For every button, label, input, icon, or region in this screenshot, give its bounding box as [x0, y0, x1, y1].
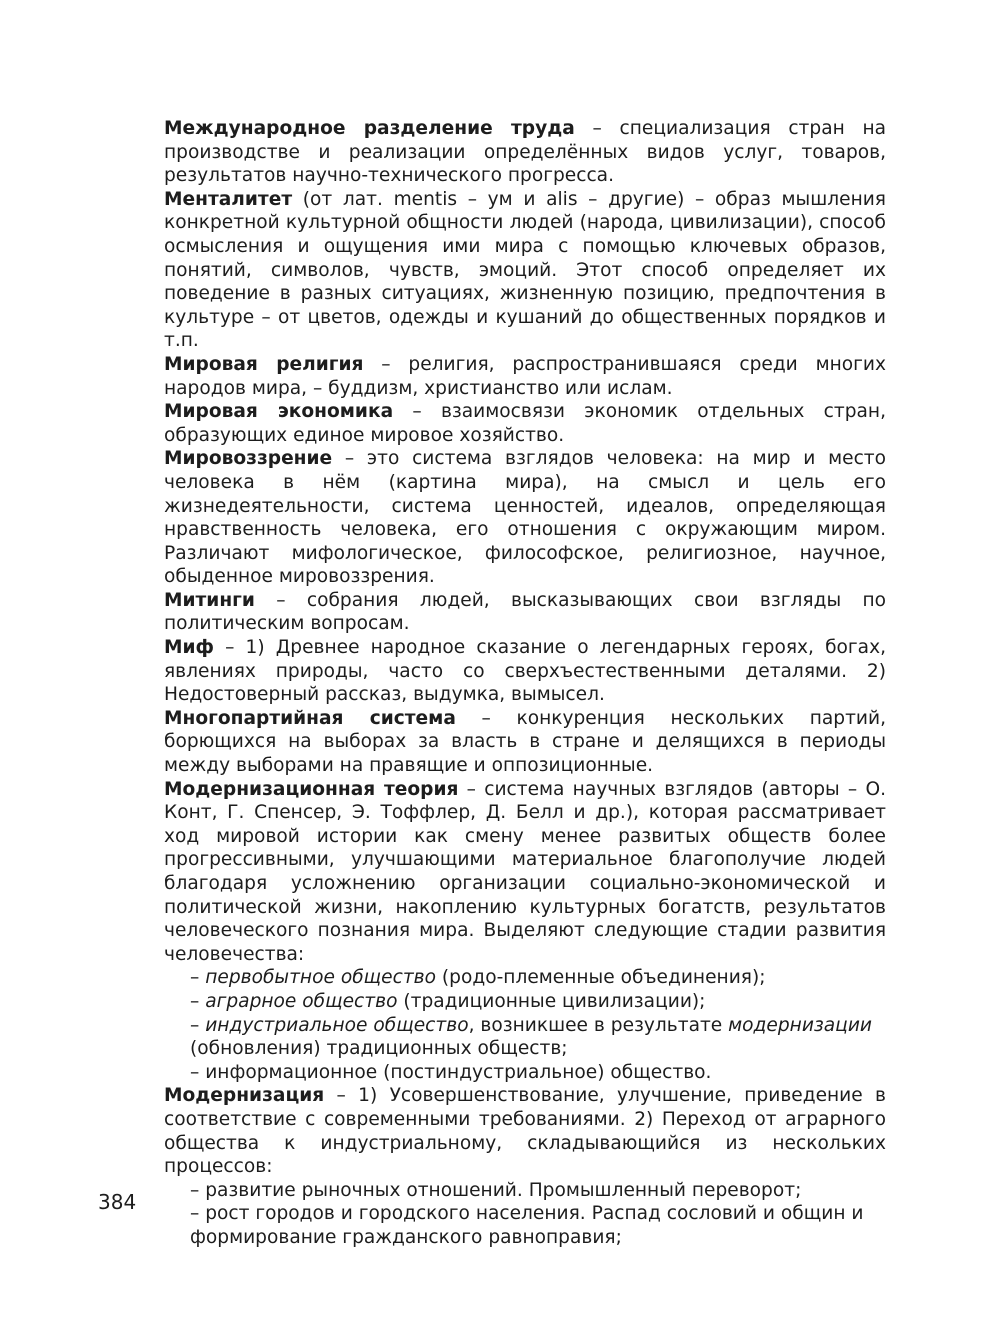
- stage-item-primitive: [164, 966, 886, 990]
- entry-term: Мировая религия: [164, 353, 364, 375]
- stage-item-agrarian: [164, 990, 886, 1014]
- page-number: 384: [98, 1190, 137, 1214]
- entry-definition: – 1) Древнее народное сказание о легендарных героях, богах, явлениях природы, часто со сверхъестественными деталями. 2) Недостоверный рассказ, выдумка, вымысел.: [164, 637, 886, 706]
- entry-definition: – религия, распространившаяся среди многих народов мира, – буддизм, христианство или ислам.: [164, 353, 886, 399]
- entry-international-division-of-labor: [164, 117, 886, 188]
- stage-description: информационное (постиндустриальное) общество.: [205, 1061, 712, 1083]
- item-dash: –: [190, 1061, 206, 1083]
- stage-name: индустриальное общество: [205, 1014, 469, 1036]
- entry-definition: (от лат. mentis – ум и alis – другие) – образ мышления конкретной культурной общности людей (народа, цивилизации), способ осмысления и ощущения ими мира с помощью ключевых образов, понятий, символов, чувств, эмоций. Этот способ определяет их поведение в разных ситуациях, жизненную позицию, предпочтения в культуре – от цветов, одежды и кушаний до общественных порядков и т.п.: [164, 188, 886, 352]
- stage-description: (традиционные цивилизации);: [397, 990, 706, 1012]
- entry-definition: – взаимосвязи экономик отдельных стран, образующих единое мировое хозяйство.: [164, 401, 886, 446]
- entry-mentality: [164, 188, 886, 353]
- entry-term: Мировоззрение: [164, 448, 333, 470]
- entry-term: Модернизационная теория: [164, 778, 459, 800]
- entry-term: Многопартийная система: [164, 707, 456, 729]
- entry-term: Митинги: [164, 589, 255, 611]
- stage-description-cont: (обновления) традиционных обществ;: [190, 1038, 568, 1060]
- entry-modernization: [164, 1084, 886, 1178]
- glossary-column: [164, 117, 886, 1250]
- stage-item-information: [164, 1061, 886, 1085]
- entry-term: Миф: [164, 637, 214, 659]
- entry-myth: [164, 636, 886, 707]
- entry-modernization-theory: [164, 778, 886, 967]
- entry-term: Модернизация: [164, 1085, 325, 1107]
- entry-term: Менталитет: [164, 188, 293, 210]
- item-dash: –: [190, 967, 206, 989]
- item-dash: –: [190, 990, 206, 1012]
- item-dash: –: [190, 1014, 206, 1036]
- entry-multiparty-system: [164, 707, 886, 778]
- entry-rallies: [164, 589, 886, 636]
- stage-description: (родо-племенные объединения);: [436, 967, 766, 989]
- entry-definition: – специализация стран на производстве и реализации определённых видов услуг, товаров, результатов научно-технического прогресса.: [164, 118, 886, 187]
- entry-world-economy: [164, 400, 886, 447]
- stage-item-industrial: [164, 1014, 886, 1061]
- stage-description: , возникшее в результате: [468, 1014, 729, 1036]
- process-item-urbanization: – рост городов и городского населения. Распад сословий и общин и формирование гражданского равноправия;: [190, 1203, 864, 1248]
- stage-term-modernization: модернизации: [728, 1014, 873, 1036]
- entry-term: Международное разделение труда: [164, 118, 575, 139]
- stage-name: аграрное общество: [205, 990, 398, 1012]
- entry-definition: – собрания людей, высказывающих свои взгляды по политическим вопросам.: [164, 589, 886, 635]
- entry-worldview: [164, 447, 886, 589]
- stage-name: первобытное общество: [205, 967, 436, 989]
- entry-term: Мировая экономика: [164, 401, 394, 423]
- entry-definition: – это система взглядов человека: на мир и место человека в нём (картина мира), на смысл и цель его жизнедеятельности, система ценностей, идеалов, определяющая нравственность человека, его отношения с окружающим миром. Различают мифологическое, философское, религиозное, научное, обыденное мировоззрения.: [164, 448, 886, 588]
- entry-world-religion: [164, 353, 886, 400]
- entry-definition: – система научных взглядов (авторы – О. Конт, Г. Спенсер, Э. Тоффлер, Д. Белл и др.), которая рассматривает ход мировой истории как смену менее развитых обществ более прогрессивными, улучшающими материальное благополучие людей благодаря усложнению организации социально-экономической и политической жизни, накоплению культурных богатств, результатов человеческого познания мира. Выделяют следующие стадии развития человечества:: [164, 778, 886, 965]
- entry-definition: – 1) Усовершенствование, улучшение, приведение в соответствие с современными требованиями. 2) Переход от аграрного общества к индустриальному, складывающийся из нескольких процессов:: [164, 1085, 886, 1178]
- process-item-market: – развитие рыночных отношений. Промышленный переворот;: [190, 1179, 802, 1201]
- entry-definition: – конкуренция нескольких партий, борющихся на выборах за власть в стране и делящихся в периоды между выборами на правящие и оппозиционные.: [164, 707, 886, 777]
